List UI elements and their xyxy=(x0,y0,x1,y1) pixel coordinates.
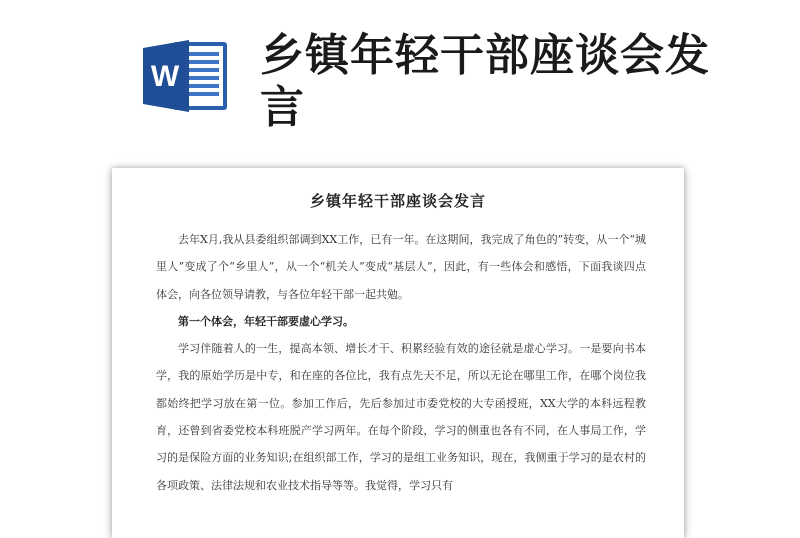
paragraph: 去年X月,我从县委组织部调到XX工作，已有一年。在这期间，我完成了角色的”转变，从一个“城里人”变成了个“乡里人”，从一个“机关人”变成“基层人”，因此，有一些体会和感悟，下面我谈四点体会，向各位领导请教，与各位年轻干部一起共勉。 xyxy=(156,233,646,301)
section-heading: 第一个体会，年轻干部要虚心学习。 xyxy=(178,314,354,328)
document-title: 乡镇年轻干部座谈会发言 xyxy=(309,192,486,210)
word-icon xyxy=(143,38,229,114)
paragraph: 学习伴随着人的一生，提高本领、增长才干、积累经验有效的途径就是虚心学习。一是要向书本学，我的原始学历是中专，和在座的各位比，我有点先天不足，所以无论在哪里工作，在哪个岗位我都始终把学习放在第一位。参加工作后，先后参加过市委党校的大专函授班，XX大学的本科远程教育，还曾到省委党校本科班脱产学习两年。在每个阶段，学习的侧重也各有不同，在人事局工作，学习的是保险方面的业务知识;在组织部工作，学习的是组工业务知识，现在，我侧重于学习的是农村的各项政策、法律法规和农业技术指导等等。我觉得，学习只有 xyxy=(156,342,646,492)
word-logo-letter: W xyxy=(150,60,180,93)
page-title: 乡镇年轻干部座谈会发言 xyxy=(260,30,710,133)
document-page xyxy=(112,168,684,538)
header xyxy=(0,0,800,160)
document-body xyxy=(156,226,646,499)
